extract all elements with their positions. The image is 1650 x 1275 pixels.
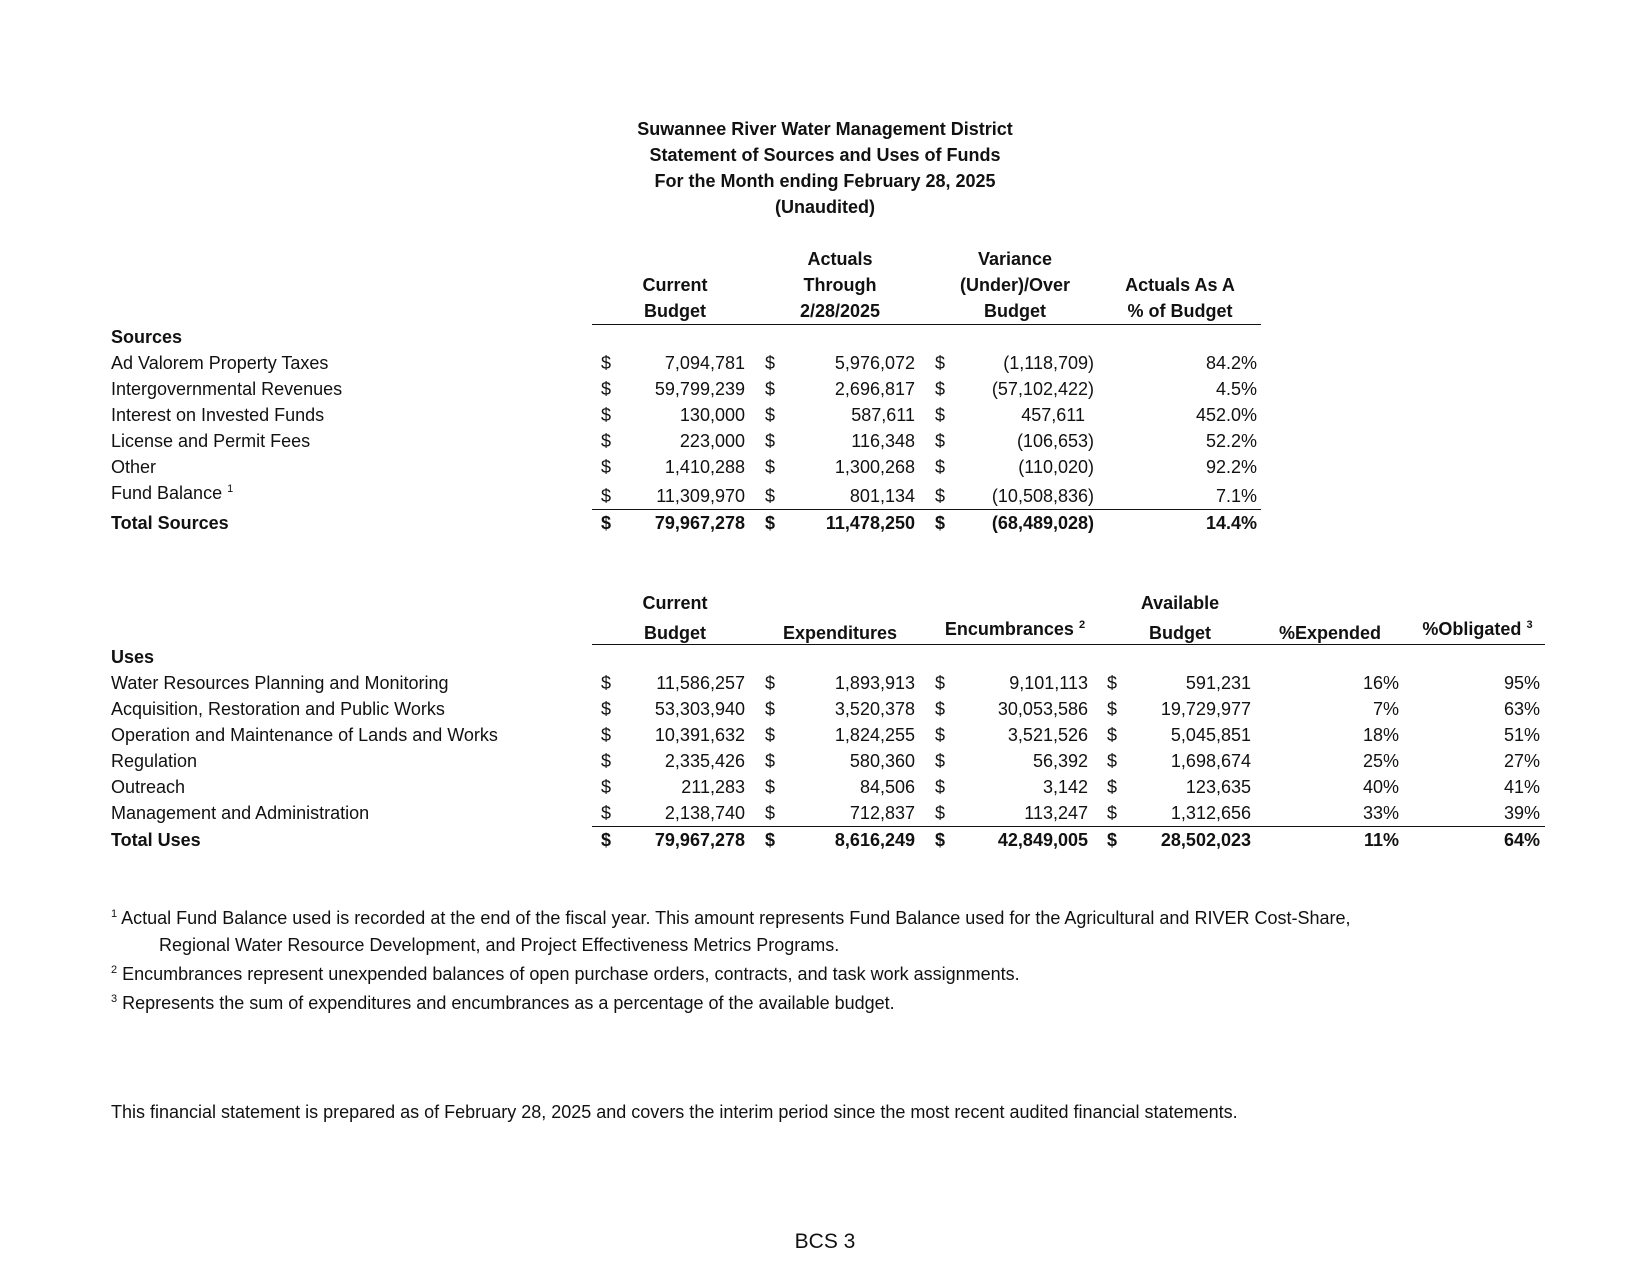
footnote-3: $^3$ Represents the sum of expenditures and encumbrances as a percentage of the available budget. [111,993,895,1013]
row-label: Regulation [111,751,198,771]
currency-symbol: $ [601,405,612,425]
cell-available: 591,231 [1185,673,1251,693]
currency-symbol: $ [765,431,776,451]
cell-expenditures: 8,616,249 [834,830,915,850]
cell-budget: 79,967,278 [654,830,745,850]
footnote-marker: 2 [1078,619,1086,631]
table-row [0,725,1650,751]
cell-budget: 1,410,288 [664,457,745,477]
currency-symbol: $ [765,803,776,823]
cell-actuals: 5,976,072 [834,353,915,373]
header-pct-budget: Actuals As A % of Budget [1125,275,1235,321]
currency-symbol: $ [935,673,946,693]
org-name: Suwannee River Water Management District [637,119,1013,139]
currency-symbol: $ [1107,803,1118,823]
table-row [0,353,1650,379]
currency-symbol: $ [601,673,612,693]
cell-obligated: 95% [1503,673,1540,693]
cell-budget: 53,303,940 [654,699,745,719]
cell-obligated: 41% [1503,777,1540,797]
cell-expended: 40% [1362,777,1399,797]
cell-expended: 16% [1362,673,1399,693]
cell-actuals: 801,134 [849,486,915,506]
currency-symbol: $ [935,353,946,373]
row-label: Management and Administration [111,803,370,823]
currency-symbol: $ [601,379,612,399]
cell-encumbrances: 30,053,586 [997,699,1088,719]
currency-symbol: $ [935,486,946,506]
currency-symbol: $ [1107,777,1118,797]
footnote-2: $^2$ Encumbrances represent unexpended balances of open purchase orders, contracts, and task work assignments. [111,964,1020,984]
table-row [0,405,1650,431]
total-row [0,513,1650,539]
sources-section-label: Sources [111,327,183,347]
cell-expenditures: 84,506 [859,777,915,797]
currency-symbol: $ [935,699,946,719]
footnote-marker: 2 [111,964,118,976]
cell-variance: (106,653) [1016,431,1094,451]
cell-budget: 11,586,257 [656,673,745,693]
table-row [0,699,1650,725]
header-actuals: Actuals Through 2/28/2025 [799,249,881,321]
cell-available: 1,312,656 [1170,803,1251,823]
currency-symbol: $ [1107,830,1118,850]
row-label: Total Sources [111,513,229,533]
header-variance: Variance (Under)/Over Budget [959,249,1071,321]
row-label: Outreach [111,777,186,797]
currency-symbol: $ [1107,751,1118,771]
currency-symbol: $ [1107,699,1118,719]
statement-name: Statement of Sources and Uses of Funds [649,145,1001,165]
cell-obligated: 64% [1503,830,1540,850]
cell-available: 123,635 [1185,777,1251,797]
disclaimer: This financial statement is prepared as of February 28, 2025 and covers the interim period since the most recent audited financial statements. [111,1102,1238,1122]
cell-pct: 14.4% [1205,513,1257,533]
cell-expenditures: 580,360 [849,751,915,771]
currency-symbol: $ [935,803,946,823]
footnote-1-continuation: Regional Water Resource Development, and Project Effectiveness Metrics Programs. [159,935,840,955]
header-expenditures: Expenditures [782,623,898,643]
currency-symbol: $ [765,405,776,425]
table-row [0,431,1650,457]
currency-symbol: $ [935,725,946,745]
cell-variance: (68,489,028) [991,513,1094,533]
currency-symbol: $ [601,513,612,533]
currency-symbol: $ [935,379,946,399]
uses-section-label: Uses [111,647,155,667]
cell-pct: 4.5% [1215,379,1257,399]
row-label: Intergovernmental Revenues [111,379,343,399]
currency-symbol: $ [601,725,612,745]
cell-budget: 2,138,740 [664,803,745,823]
currency-symbol: $ [935,830,946,850]
cell-pct: 52.2% [1205,431,1257,451]
footnote-marker: 3 [111,993,118,1005]
total-row [0,830,1650,856]
currency-symbol: $ [601,353,612,373]
cell-encumbrances: 3,521,526 [1007,725,1088,745]
row-label: Water Resources Planning and Monitoring [111,673,449,693]
cell-budget: 79,967,278 [654,513,745,533]
audit-status: (Unaudited) [775,197,875,217]
cell-budget: 130,000 [679,405,745,425]
currency-symbol: $ [601,699,612,719]
uses-total-rule [592,826,1545,827]
cell-expended: 11% [1363,830,1399,850]
currency-symbol: $ [765,353,776,373]
currency-symbol: $ [935,513,946,533]
uses-header-rule [592,644,1545,645]
currency-symbol: $ [601,431,612,451]
cell-pct: 92.2% [1205,457,1257,477]
row-label: Interest on Invested Funds [111,405,325,425]
currency-symbol: $ [765,725,776,745]
currency-symbol: $ [765,486,776,506]
currency-symbol: $ [935,457,946,477]
cell-actuals: 1,300,268 [834,457,915,477]
currency-symbol: $ [935,751,946,771]
header-current-budget: Current Budget [642,593,708,643]
currency-symbol: $ [601,777,612,797]
cell-obligated: 51% [1503,725,1540,745]
header-pct-obligated: %Obligated $^3$ [1422,619,1533,639]
cell-actuals: 2,696,817 [834,379,915,399]
footnote-marker: 1 [111,908,118,920]
header-current-budget: Current Budget [642,275,708,321]
cell-expenditures: 3,520,378 [834,699,915,719]
currency-symbol: $ [765,830,776,850]
cell-expended: 33% [1362,803,1399,823]
cell-available: 5,045,851 [1170,725,1251,745]
currency-symbol: $ [601,803,612,823]
row-label: Acquisition, Restoration and Public Works [111,699,445,719]
cell-expenditures: 712,837 [849,803,915,823]
sources-header-rule [592,324,1261,325]
cell-variance: (1,118,709) [1003,353,1094,373]
cell-budget: 59,799,239 [654,379,745,399]
currency-symbol: $ [601,830,612,850]
currency-symbol: $ [601,751,612,771]
page-label: BCS 3 [794,1230,856,1253]
cell-actuals: 11,478,250 [825,513,915,533]
table-row [0,673,1650,699]
cell-encumbrances: 3,142 [1042,777,1088,797]
table-row [0,457,1650,483]
cell-obligated: 39% [1503,803,1540,823]
header-available-budget: Available Budget [1140,593,1220,643]
currency-symbol: $ [601,486,612,506]
cell-encumbrances: 42,849,005 [997,830,1088,850]
cell-variance: 457,611 [1021,405,1085,425]
currency-symbol: $ [935,777,946,797]
currency-symbol: $ [765,673,776,693]
currency-symbol: $ [935,431,946,451]
cell-pct: 7.1% [1215,486,1257,506]
currency-symbol: $ [765,699,776,719]
cell-encumbrances: 9,101,113 [1009,673,1088,693]
statement-period: For the Month ending February 28, 2025 [654,171,996,191]
currency-symbol: $ [765,777,776,797]
currency-symbol: $ [765,457,776,477]
cell-actuals: 116,348 [851,431,915,451]
footnote-1: $^1$ Actual Fund Balance used is recorded at the end of the fiscal year. This amount represents Fund Balance used for the Agricultural and RIVER Cost-Share, [111,908,1351,928]
cell-variance: (10,508,836) [991,486,1094,506]
cell-expenditures: 1,893,913 [834,673,915,693]
cell-variance: (57,102,422) [991,379,1094,399]
cell-actuals: 587,611 [851,405,915,425]
cell-budget: 10,391,632 [654,725,745,745]
currency-symbol: $ [765,751,776,771]
currency-symbol: $ [765,513,776,533]
table-row [0,379,1650,405]
cell-available: 28,502,023 [1160,830,1251,850]
cell-variance: (110,020) [1018,457,1094,477]
table-row [0,751,1650,777]
header-encumbrances: Encumbrances $^2$ [944,619,1086,639]
currency-symbol: $ [935,405,946,425]
cell-available: 1,698,674 [1170,751,1251,771]
cell-available: 19,729,977 [1160,699,1251,719]
cell-obligated: 27% [1503,751,1540,771]
currency-symbol: $ [765,379,776,399]
currency-symbol: $ [601,457,612,477]
row-label: Other [111,457,157,477]
cell-budget: 7,094,781 [664,353,745,373]
currency-symbol: $ [1107,725,1118,745]
row-label: Total Uses [111,830,201,850]
row-label: License and Permit Fees [111,431,311,451]
footnote-marker: 1 [227,483,234,495]
cell-budget: 223,000 [679,431,745,451]
cell-expended: 18% [1362,725,1399,745]
row-label: Operation and Maintenance of Lands and Works [111,725,498,745]
table-row [0,777,1650,803]
cell-expenditures: 1,824,255 [834,725,915,745]
cell-budget: 211,283 [681,777,745,797]
cell-budget: 2,335,426 [664,751,745,771]
cell-budget: 11,309,970 [656,486,745,506]
cell-expended: 25% [1362,751,1399,771]
header-pct-expended: %Expended [1278,623,1382,643]
cell-obligated: 63% [1503,699,1540,719]
row-label: Ad Valorem Property Taxes [111,353,329,373]
cell-pct: 84.2% [1205,353,1257,373]
sources-total-rule [592,509,1261,510]
cell-expended: 7% [1372,699,1399,719]
cell-pct: 452.0% [1195,405,1257,425]
cell-encumbrances: 113,247 [1024,803,1088,823]
row-label: Fund Balance $^1$ [111,483,234,503]
currency-symbol: $ [1107,673,1118,693]
cell-encumbrances: 56,392 [1032,751,1088,771]
footnote-marker: 3 [1526,619,1533,631]
